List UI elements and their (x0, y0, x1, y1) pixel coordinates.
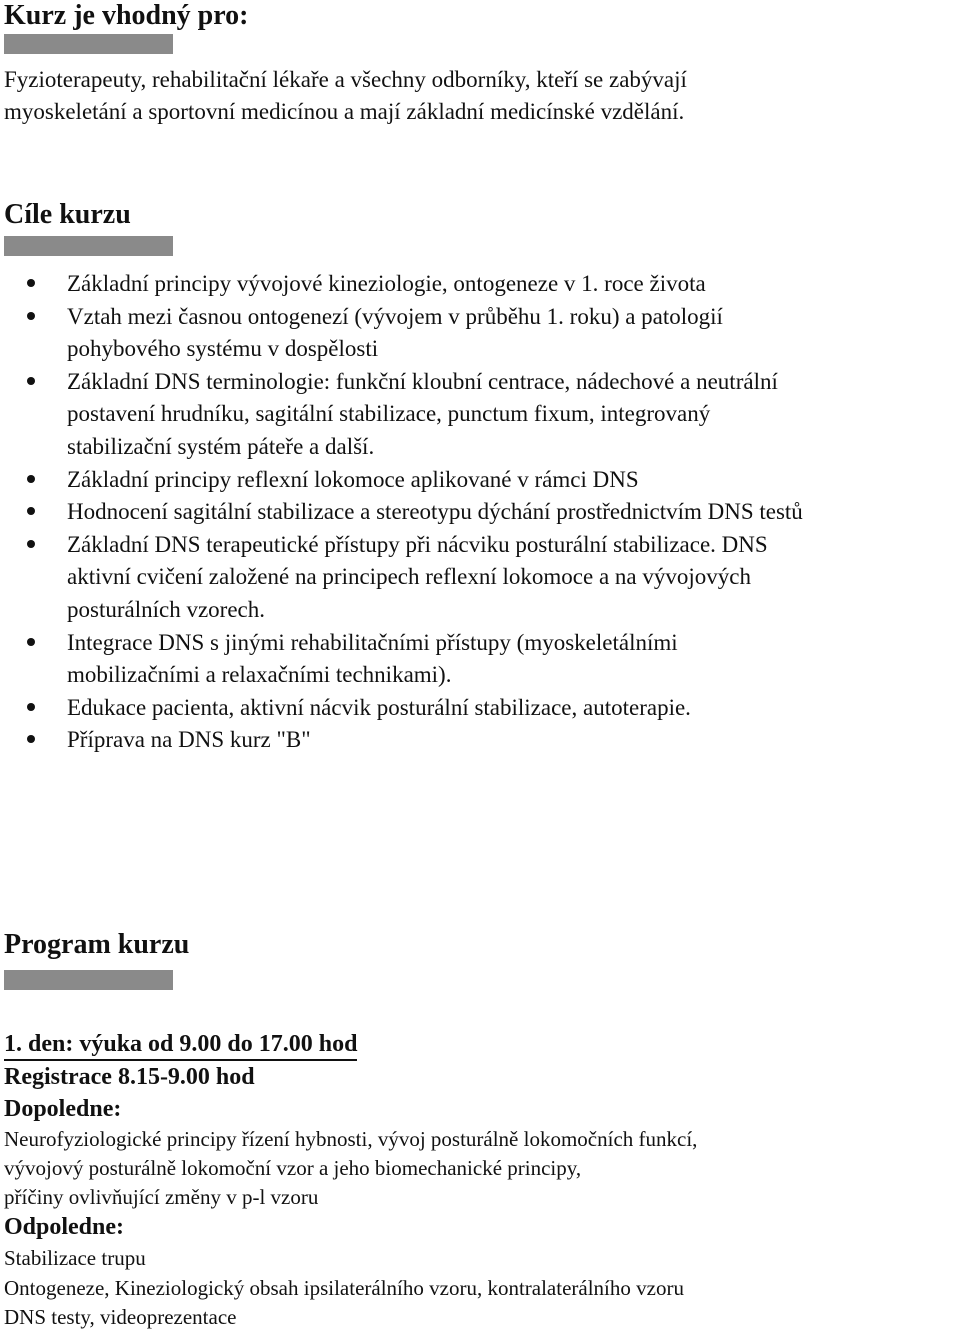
section-divider-bar (4, 236, 173, 256)
bullet-icon (27, 377, 35, 385)
goal-item (0, 529, 960, 562)
goal-item-text: Příprava na DNS kurz "B" (67, 727, 311, 753)
goal-item-text: mobilizačními a relaxačními technikami). (67, 662, 452, 688)
goal-item (0, 496, 960, 529)
goal-item (0, 366, 960, 399)
afternoon-line: Ontogeneze, Kineziologický obsah ipsilaterálního vzoru, kontralaterálního vzoru (4, 1276, 684, 1300)
goal-item-text: Základní DNS terminologie: funkční kloubní centrace, nádechové a neutrální (67, 368, 778, 394)
day-title: 1. den: výuka od 9.00 do 17.00 hod (4, 1029, 357, 1061)
goal-item-continuation (0, 561, 960, 594)
registration-time: Registrace 8.15-9.00 hod (4, 1064, 255, 1090)
goal-item (0, 268, 960, 301)
bullet-icon (27, 735, 35, 743)
goal-item (0, 464, 960, 497)
goal-item-text: posturálních vzorech. (67, 596, 265, 622)
section-divider-bar (4, 34, 173, 54)
suitable-for-text-line: myoskeletání a sportovní medicínou a mají základní medicínské vzdělání. (4, 99, 685, 124)
morning-label: Dopoledne: (4, 1096, 122, 1122)
goal-item (0, 724, 960, 757)
goal-item-text: postavení hrudníku, sagitální stabilizace, punctum fixum, integrovaný (67, 401, 711, 427)
goal-item-text: Hodnocení sagitální stabilizace a stereotypu dýchání prostřednictvím DNS testů (67, 499, 803, 525)
bullet-icon (27, 475, 35, 483)
goal-item-continuation (0, 659, 960, 692)
heading-course-goals: Cíle kurzu (4, 199, 131, 230)
goal-item-continuation (0, 431, 960, 464)
bullet-icon (27, 507, 35, 515)
goal-item-text: Edukace pacienta, aktivní nácvik posturální stabilizace, autoterapie. (67, 694, 691, 720)
heading-program: Program kurzu (4, 929, 190, 960)
goal-item-text: Základní DNS terapeutické přístupy při nácviku posturální stabilizace. DNS (67, 531, 768, 557)
afternoon-line: Stabilizace trupu (4, 1246, 146, 1270)
morning-line: příčiny ovlivňující změny v p-l vzoru (4, 1185, 319, 1209)
bullet-icon (27, 279, 35, 287)
goal-item (0, 692, 960, 725)
bullet-icon (27, 540, 35, 548)
morning-line: Neurofyziologické principy řízení hybnosti, vývoj posturálně lokomočních funkcí, (4, 1127, 698, 1151)
morning-line: vývojový posturálně lokomoční vzor a jeho biomechanické principy, (4, 1156, 582, 1180)
goal-item-text: stabilizační systém páteře a další. (67, 433, 375, 459)
goal-item-text: Vztah mezi časnou ontogenezí (vývojem v průběhu 1. roku) a patologií (67, 303, 723, 329)
goal-item-text: aktivní cvičení založené na principech reflexní lokomoce a na vývojových (67, 564, 751, 590)
goal-item-text: Integrace DNS s jinými rehabilitačními přístupy (myoskeletálními (67, 629, 678, 655)
goal-item-continuation (0, 333, 960, 366)
goal-item (0, 627, 960, 660)
bullet-icon (27, 312, 35, 320)
goal-item-continuation (0, 594, 960, 627)
bullet-icon (27, 703, 35, 711)
goal-item-text: pohybového systému v dospělosti (67, 336, 379, 362)
afternoon-line: DNS testy, videoprezentace (4, 1305, 237, 1329)
goal-item (0, 301, 960, 334)
afternoon-label: Odpoledne: (4, 1214, 125, 1240)
goal-item-text: Základní principy vývojové kineziologie, ontogeneze v 1. roce života (67, 271, 706, 296)
suitable-for-text-line: Fyzioterapeuty, rehabilitační lékaře a všechny odborníky, kteří se zabývají (4, 67, 687, 92)
section-divider-bar (4, 970, 173, 990)
goal-item-continuation (0, 398, 960, 431)
goal-item-text: Základní principy reflexní lokomoce aplikované v rámci DNS (67, 466, 639, 492)
goals-list (0, 268, 960, 757)
bullet-icon (27, 638, 35, 646)
heading-suitable-for: Kurz je vhodný pro: (4, 0, 249, 31)
